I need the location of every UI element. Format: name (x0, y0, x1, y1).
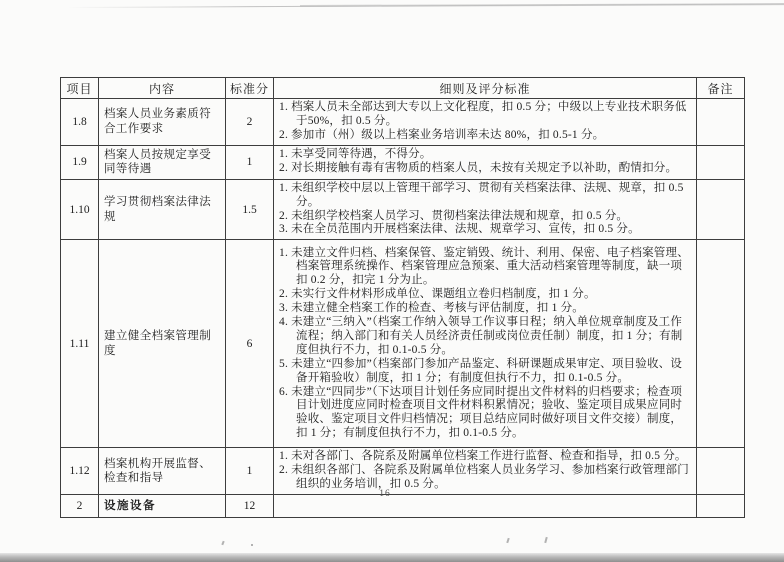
criteria-item: 3. 未在全员范围内开展档案法律、法规、规章学习、宣传，扣 0.5 分。 (279, 223, 640, 236)
item-cell: 1.10 (61, 179, 99, 240)
item-cell: 1.11 (61, 240, 99, 448)
criteria-cell (274, 240, 697, 448)
item-cell: 2 (61, 495, 99, 518)
content-cell: 建立健全档案管理制度 (99, 240, 226, 448)
table-row (61, 240, 745, 448)
item-cell: 1.12 (61, 448, 99, 495)
header-content: 内容 (99, 78, 226, 99)
score-cell: 1 (226, 448, 274, 495)
criteria-item: 2. 参加市（州）级以上档案业务培训率未达 80%，扣 0.5-1 分。 (279, 128, 605, 141)
remark-cell (697, 240, 745, 448)
scoring-table-body (61, 99, 745, 518)
criteria-cell (274, 145, 697, 179)
criteria-item: 6. 未建立“四同步”（下达项目计划任务应同时提出文件材料的归档要求；检查项目计划进度应同时检查项目文件材料积累情况；验收、鉴定项目成果应同时验收、鉴定项目文件归档情况；项目总结应同时做好项目文件交接）制度，扣 1 分；有制度但执行不力，扣 0.1-0.5 分。 (279, 385, 683, 440)
scan-speck (544, 537, 547, 543)
content-cell: 档案人员按规定享受同等待遇 (99, 145, 226, 179)
criteria-item: 1. 档案人员未全部达到大专以上文化程度，扣 0.5 分；中级以上专业技术职务低于50%，扣 0.5 分。 (279, 101, 687, 127)
scan-edge-top-line-dark (300, 3, 784, 7)
header-remark: 备注 (697, 78, 745, 99)
remark-cell (697, 179, 745, 240)
score-cell: 1.5 (226, 179, 274, 240)
score-cell: 12 (226, 495, 274, 518)
scan-speck (506, 538, 509, 543)
criteria-item: 2. 未组织各部门、各院系及附属单位档案人员业务学习、参加档案行政管理部门组织的业务培训，扣 0.5 分。 (279, 464, 689, 491)
content-cell: 学习贯彻档案法律法规 (99, 179, 226, 240)
remark-cell (697, 99, 745, 146)
criteria-item: 5. 未建立“四参加”（档案部门参加产品鉴定、科研课题成果审定、项目验收、设备开箱验收）制度，扣 1 分；有制度但执行不力，扣 0.1-0.5 分。 (279, 357, 683, 384)
table-row (61, 99, 745, 146)
criteria-item: 1. 未建立文件归档、档案保管、鉴定销毁、统计、利用、保密、电子档案管理、档案管理系统操作、档案管理应急预案、重大活动档案管理等制度，缺一项扣 0.2 分，扣完 1 分为止。 (279, 246, 689, 287)
item-cell: 1.8 (61, 99, 99, 146)
scoring-table (60, 77, 745, 518)
criteria-item: 4. 未建立“三纳入”（档案工作纳入领导工作议事日程；纳入单位规章制度及工作流程；纳入部门和有关人员经济责任制或岗位责任制）制度，扣 1 分；有制度但执行不力，扣 0.1-0.5 分。 (279, 316, 683, 356)
table-row (61, 179, 745, 240)
scan-speck (221, 541, 224, 545)
scan-bottom-shadow (0, 553, 784, 562)
content-cell: 档案人员业务素质符合工作要求 (99, 99, 226, 146)
table-row (61, 145, 745, 179)
header-item: 项目 (61, 78, 99, 99)
remark-cell (697, 448, 745, 495)
table-header-row (61, 78, 745, 99)
criteria-item: 2. 未实行文件材料形成单位、课题组立卷归档制度，扣 1 分。 (279, 288, 596, 301)
content-cell: 设施设备 (99, 495, 226, 518)
content-cell: 档案机构开展监督、检查和指导 (99, 448, 226, 495)
header-criteria: 细则及评分标准 (274, 78, 697, 99)
item-cell: 1.9 (61, 145, 99, 179)
score-cell: 1 (226, 145, 274, 179)
criteria-item: 2. 未组织学校档案人员学习、贯彻档案法律法规和规章，扣 0.5 分。 (279, 209, 629, 222)
criteria-item: 1. 未组织学校中层以上管理干部学习、贯彻有关档案法律、法规、规章，扣 0.5 分。 (279, 181, 684, 208)
criteria-item: 1. 未享受同等待遇，不得分。 (279, 148, 432, 161)
criteria-item: 1. 未对各部门、各院系及附属单位档案工作进行监督、检查和指导，扣 0.5 分。 (279, 450, 687, 463)
table-row (61, 448, 745, 495)
criteria-item: 3. 未建立健全档案工作的检查、考核与评估制度，扣 1 分。 (279, 302, 584, 315)
criteria-cell (274, 179, 697, 240)
criteria-cell (274, 448, 697, 495)
header-standard-score: 标准分 (226, 78, 274, 99)
scan-speck (251, 544, 253, 546)
score-cell: 2 (226, 99, 274, 146)
criteria-item: 2. 对长期接触有毒有害物质的档案人员，未按有关规定予以补助，酌情扣分。 (279, 162, 678, 175)
remark-cell (697, 145, 745, 179)
page-number: 16 (379, 489, 391, 499)
score-cell: 6 (226, 240, 274, 448)
criteria-cell (274, 99, 697, 146)
